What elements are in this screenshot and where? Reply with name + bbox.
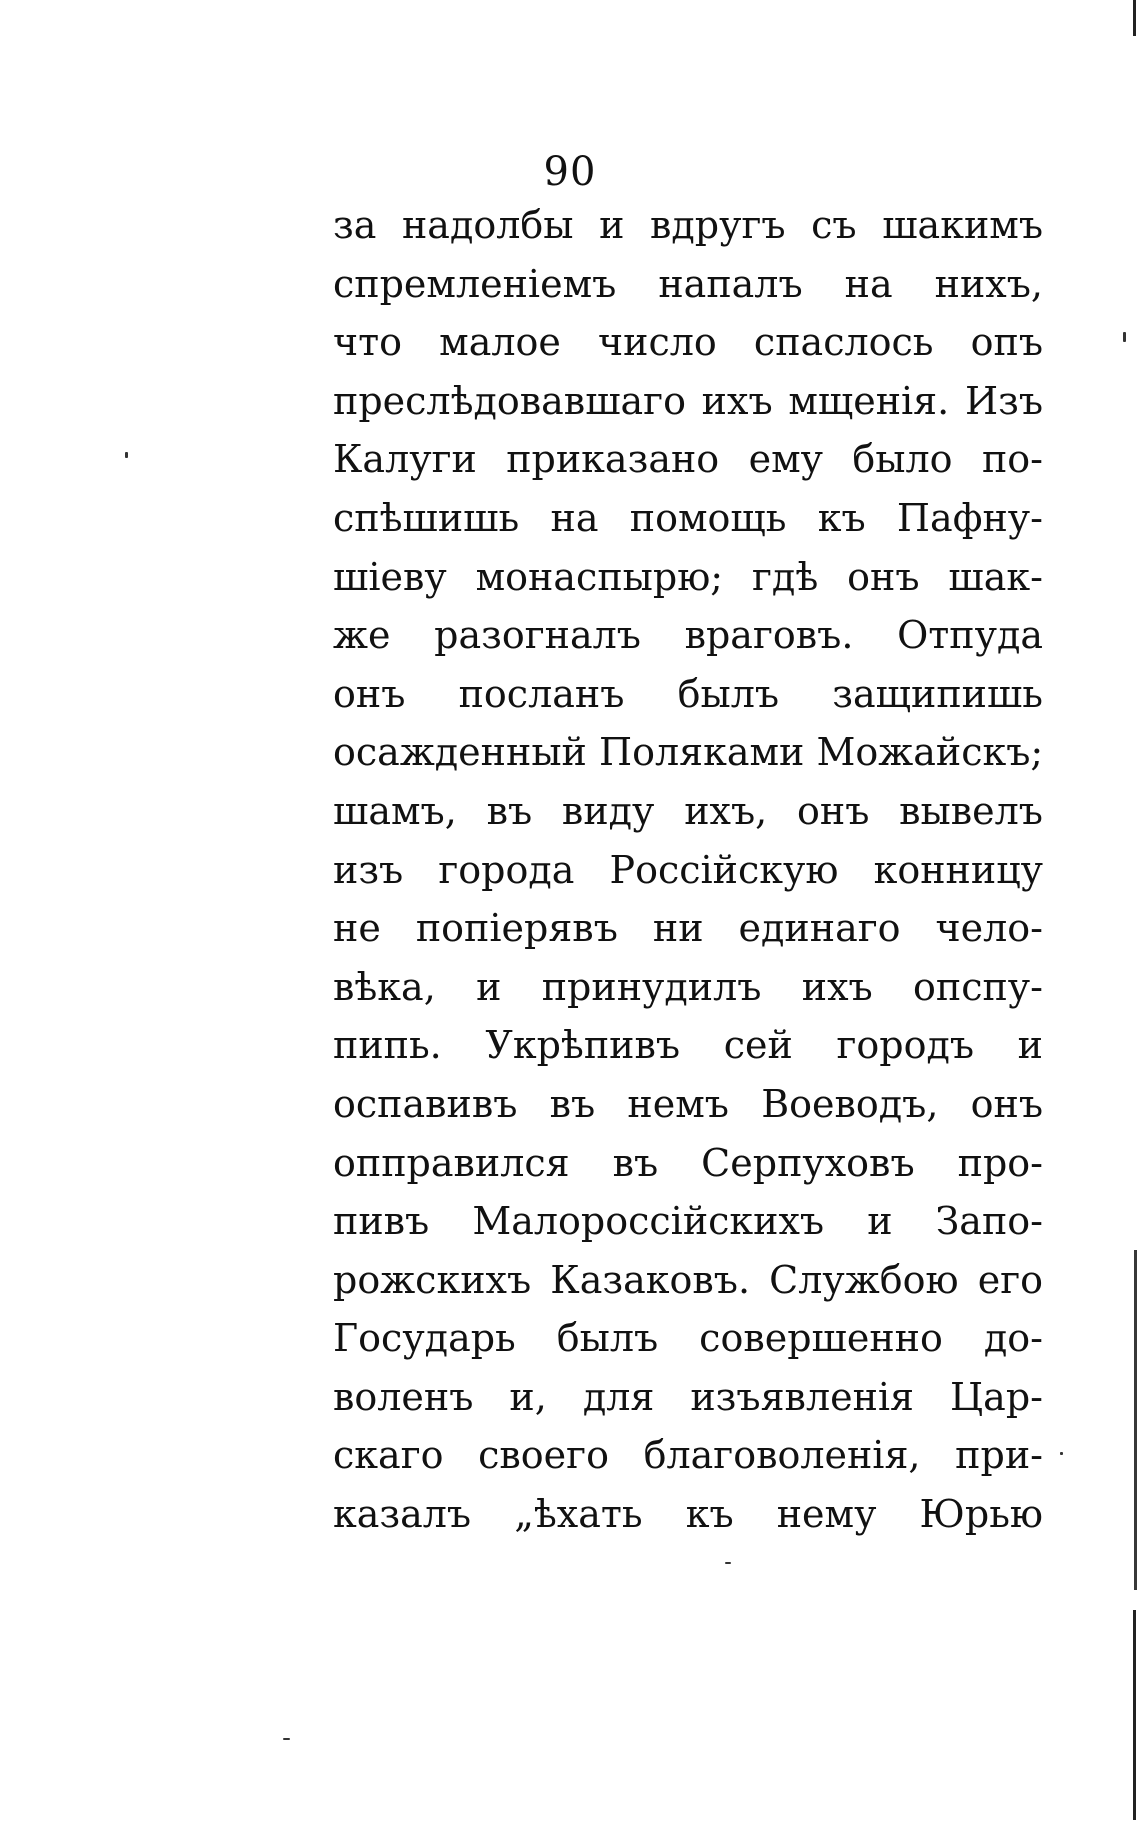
text-line: опправился въ Серпуховъ про-	[333, 1140, 1043, 1185]
print-speck	[1123, 332, 1126, 342]
text-line: вѣка, и принудилъ ихъ опспу-	[333, 964, 1043, 1009]
text-line: преслѣдовавшаго ихъ мщенія. Изъ	[333, 378, 1043, 423]
print-speck	[283, 1738, 290, 1740]
page-edge-mark	[1134, 1250, 1137, 1590]
page-number: 90	[543, 149, 597, 195]
text-line: пивъ Малороссійскихъ и Запо-	[333, 1199, 1043, 1244]
page-edge-mark	[1133, 1610, 1136, 1820]
text-line: Калуги приказано ему было по-	[333, 437, 1043, 482]
text-line: Государь былъ совершенно до-	[333, 1316, 1043, 1361]
print-speck	[125, 452, 128, 458]
text-line: спремленіемъ напалъ на нихъ,	[333, 261, 1043, 306]
text-line: пипь. Укрѣпивъ сей городъ и	[333, 1023, 1043, 1068]
text-line: же разогналъ враговъ. Отпуда	[333, 613, 1043, 658]
text-line: оспавивъ въ немъ Воеводъ, онъ	[333, 1081, 1043, 1126]
text-line: скаго своего благоволенія, при-	[333, 1433, 1043, 1478]
text-line: изъ города Россійскую конницу	[333, 847, 1043, 892]
text-line: не попіерявъ ни единаго чело-	[333, 906, 1043, 951]
print-speck	[725, 1562, 731, 1564]
text-line: воленъ и, для изъявленія Цар-	[333, 1374, 1043, 1419]
print-speck	[1060, 1452, 1063, 1455]
body-text	[333, 196, 1043, 1544]
page-edge-mark	[1133, 0, 1136, 36]
text-line: онъ посланъ былъ защипишь	[333, 671, 1043, 716]
text-line: спѣшишь на помощь къ Пафну-	[333, 495, 1043, 540]
text-line: за надолбы и вдругъ съ шакимъ	[333, 203, 1043, 247]
text-line: казалъ „ѣхать къ нему Юрью	[333, 1492, 1043, 1537]
text-line: что малое число спаслось опъ	[333, 320, 1043, 365]
text-line: рожскихъ Казаковъ. Службою его	[333, 1257, 1043, 1302]
text-line: шіеву монаспырю; гдѣ онъ шак-	[333, 554, 1043, 599]
text-line: шамъ, въ виду ихъ, онъ вывелъ	[333, 788, 1043, 833]
text-line: осажденный Поляками Можайскъ;	[333, 730, 1044, 775]
